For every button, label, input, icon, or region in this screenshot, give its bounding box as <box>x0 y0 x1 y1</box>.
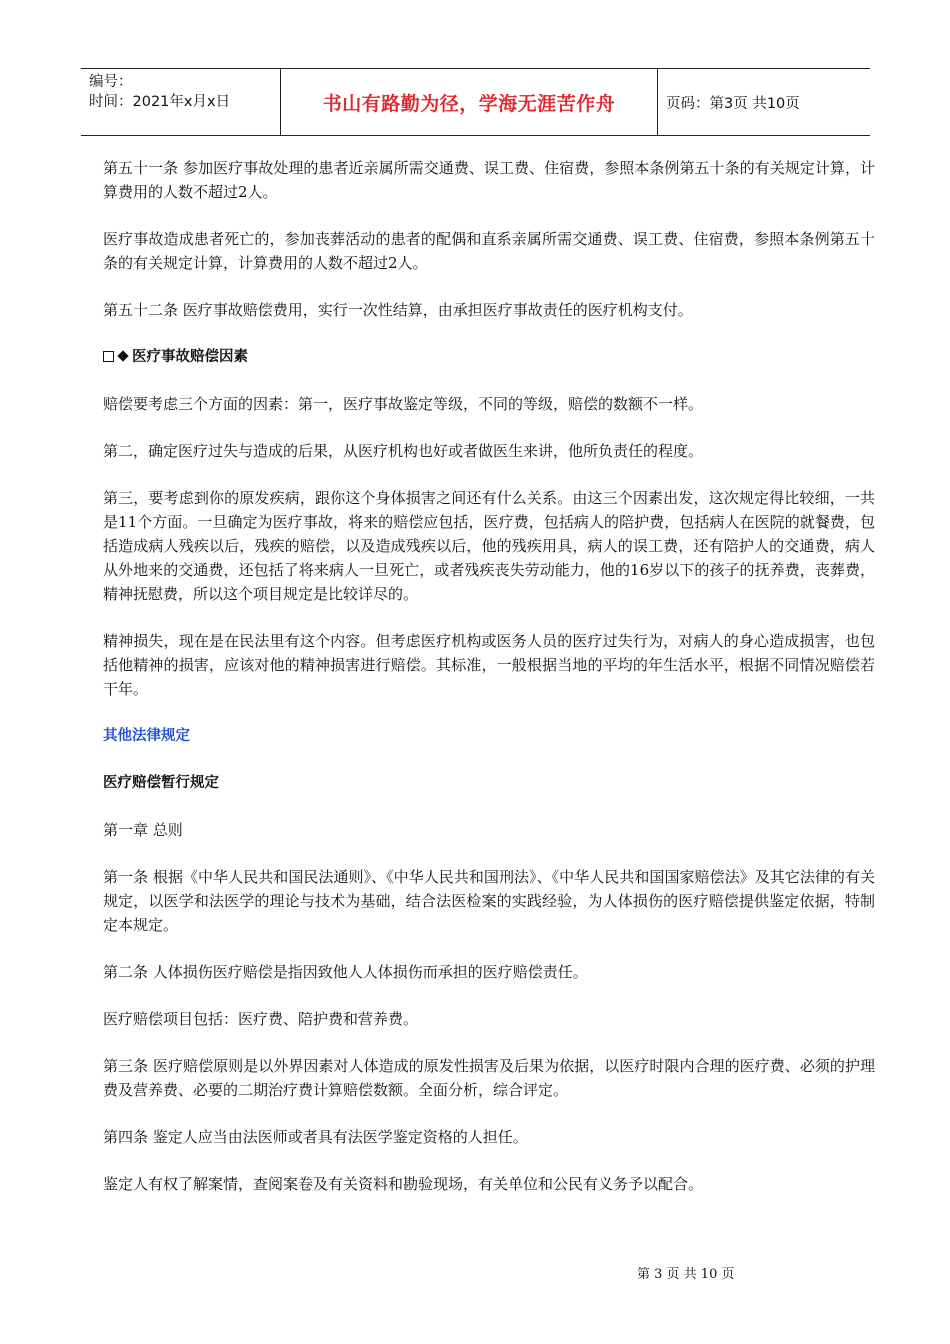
paragraph: 赔偿要考虑三个方面的因素：第一，医疗事故鉴定等级，不同的等级，赔偿的数额不一样。 <box>103 395 704 413</box>
paragraph: 第五十一条 参加医疗事故处理的患者近亲属所需交通费、误工费、住宿费，参照本条例第五十条的有关规定计算，计算费用的人数不超过2人。 <box>103 159 875 201</box>
header-page-cell <box>658 69 870 135</box>
paragraph: 第五十二条 医疗事故赔偿费用，实行一次性结算，由承担医疗事故责任的医疗机构支付。 <box>103 301 693 319</box>
other-laws-heading: 其他法律规定 <box>103 728 190 744</box>
paragraph: 第二，确定医疗过失与造成的后果，从医疗机构也好或者做医生来讲，他所负责任的程度。 <box>103 442 704 460</box>
paragraph: 第四条 鉴定人应当由法医师或者具有法医学鉴定资格的人担任。 <box>103 1128 528 1146</box>
document-header <box>81 68 870 136</box>
paragraph: 第三条 医疗赔偿原则是以外界因素对人体造成的原发性损害及后果为依据，以医疗时限内合理的医疗费、必须的护理费及营养费、必要的二期治疗费计算赔偿数额。全面分析，综合评定。 <box>103 1057 875 1099</box>
footer-page-number: 第 3 页 共 10 页 <box>637 1267 735 1282</box>
section-heading-text: 医疗事故赔偿因素 <box>132 349 248 365</box>
header-meta-cell <box>81 69 281 135</box>
square-icon <box>103 351 114 362</box>
header-motto-cell <box>281 69 658 135</box>
time-label: 时间：2021年x月x日 <box>89 94 231 110</box>
chapter-title: 第一章 总则 <box>103 821 183 839</box>
paragraph: 第一条 根据《中华人民共和国民法通则》、《中华人民共和国刑法》、《中华人民共和国国家赔偿法》及其它法律的有关规定，以医学和法医学的理论与技术为基础，结合法医检案的实践经验，为人体损伤的医疗赔偿提供鉴定依据，特制定本规定。 <box>103 868 875 934</box>
interim-rules-heading: 医疗赔偿暂行规定 <box>103 775 219 791</box>
paragraph: 第二条 人体损伤医疗赔偿是指因致他人人体损伤而承担的医疗赔偿责任。 <box>103 963 588 981</box>
section-heading-factors <box>103 345 875 369</box>
paragraph: 医疗赔偿项目包括：医疗费、陪护费和营养费。 <box>103 1010 419 1028</box>
motto-text: 书山有路勤为径，学海无涯苦作舟 <box>322 92 616 115</box>
serial-label: 编号： <box>89 74 133 90</box>
diamond-icon <box>117 350 128 361</box>
paragraph: 精神损失，现在是在民法里有这个内容。但考虑医疗机构或医务人员的医疗过失行为，对病人的身心造成损害，也包括他精神的损害，应该对他的精神损害进行赔偿。其标准，一般根据当地的平均的年生活水平，根据不同情况赔偿若干年。 <box>103 632 875 698</box>
paragraph: 医疗事故造成患者死亡的，参加丧葬活动的患者的配偶和直系亲属所需交通费、误工费、住宿费，参照本条例第五十条的有关规定计算，计算费用的人数不超过2人。 <box>103 230 875 272</box>
document-body <box>103 156 875 1219</box>
paragraph: 鉴定人有权了解案情，查阅案卷及有关资料和勘验现场，有关单位和公民有义务予以配合。 <box>103 1175 704 1193</box>
header-page-label: 页码：第3页 共10页 <box>666 95 800 112</box>
paragraph: 第三，要考虑到你的原发疾病，跟你这个身体损害之间还有什么关系。由这三个因素出发，这次规定得比较细，一共是11个方面。一旦确定为医疗事故，将来的赔偿应包括，医疗费，包括病人的陪护费，包括病人在医院的就餐费，包括造成病人残疾以后，残疾的赔偿，以及造成残疾以后，他的残疾用具，病人的误工费，还有陪护人的交通费，病人从外地来的交通费，还包括了将来病人一旦死亡，或者残疾丧失劳动能力，他的16岁以下的孩子的抚养费，丧葬费，精神抚慰费，所以这个项目规定是比较详尽的。 <box>103 489 875 603</box>
